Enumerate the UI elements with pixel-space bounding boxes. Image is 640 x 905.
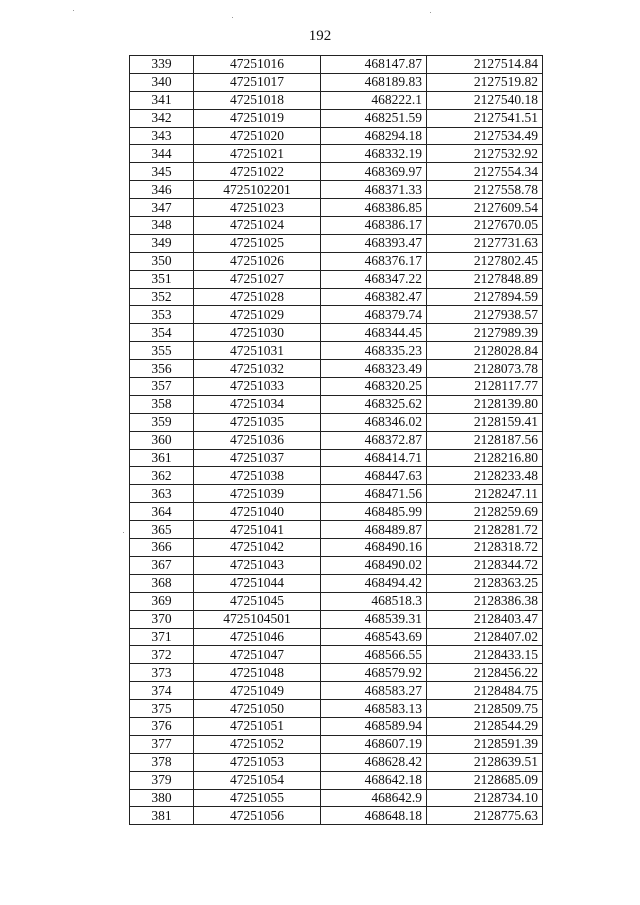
x-coordinate-cell: 468494.42 <box>321 574 427 592</box>
scan-speck <box>232 17 233 18</box>
x-coordinate-cell: 468642.9 <box>321 789 427 807</box>
table-row <box>130 753 543 771</box>
point-id-cell: 47251035 <box>194 413 321 431</box>
table-row <box>130 181 543 199</box>
point-id-cell: 47251027 <box>194 270 321 288</box>
row-number-cell: 353 <box>130 306 194 324</box>
x-coordinate-cell: 468579.92 <box>321 664 427 682</box>
table-row <box>130 449 543 467</box>
table-row <box>130 467 543 485</box>
table-row <box>130 217 543 235</box>
table-row <box>130 73 543 91</box>
point-id-cell: 47251050 <box>194 700 321 718</box>
y-coordinate-cell: 2128281.72 <box>427 521 543 539</box>
point-id-cell: 47251051 <box>194 717 321 735</box>
row-number-cell: 368 <box>130 574 194 592</box>
y-coordinate-cell: 2127519.82 <box>427 73 543 91</box>
table-row <box>130 109 543 127</box>
x-coordinate-cell: 468344.45 <box>321 324 427 342</box>
point-id-cell: 47251048 <box>194 664 321 682</box>
x-coordinate-cell: 468379.74 <box>321 306 427 324</box>
y-coordinate-cell: 2128685.09 <box>427 771 543 789</box>
point-id-cell: 47251026 <box>194 252 321 270</box>
y-coordinate-cell: 2127670.05 <box>427 217 543 235</box>
row-number-cell: 343 <box>130 127 194 145</box>
point-id-cell: 47251033 <box>194 378 321 396</box>
x-coordinate-cell: 468583.13 <box>321 700 427 718</box>
row-number-cell: 345 <box>130 163 194 181</box>
x-coordinate-cell: 468251.59 <box>321 109 427 127</box>
x-coordinate-cell: 468325.62 <box>321 395 427 413</box>
point-id-cell: 47251037 <box>194 449 321 467</box>
row-number-cell: 352 <box>130 288 194 306</box>
row-number-cell: 355 <box>130 342 194 360</box>
row-number-cell: 351 <box>130 270 194 288</box>
y-coordinate-cell: 2127541.51 <box>427 109 543 127</box>
page-number: 192 <box>308 28 332 44</box>
row-number-cell: 339 <box>130 56 194 74</box>
point-id-cell: 47251017 <box>194 73 321 91</box>
point-id-cell: 47251021 <box>194 145 321 163</box>
y-coordinate-cell: 2128187.56 <box>427 431 543 449</box>
y-coordinate-cell: 2128344.72 <box>427 556 543 574</box>
point-id-cell: 47251023 <box>194 199 321 217</box>
point-id-cell: 47251056 <box>194 807 321 825</box>
row-number-cell: 376 <box>130 717 194 735</box>
table-row <box>130 539 543 557</box>
table-row <box>130 807 543 825</box>
table-row <box>130 56 543 74</box>
x-coordinate-cell: 468376.17 <box>321 252 427 270</box>
point-id-cell: 47251024 <box>194 217 321 235</box>
y-coordinate-cell: 2128734.10 <box>427 789 543 807</box>
row-number-cell: 373 <box>130 664 194 682</box>
point-id-cell: 47251038 <box>194 467 321 485</box>
x-coordinate-cell: 468642.18 <box>321 771 427 789</box>
y-coordinate-cell: 2127532.92 <box>427 145 543 163</box>
row-number-cell: 365 <box>130 521 194 539</box>
point-id-cell: 47251016 <box>194 56 321 74</box>
y-coordinate-cell: 2128509.75 <box>427 700 543 718</box>
x-coordinate-cell: 468371.33 <box>321 181 427 199</box>
row-number-cell: 377 <box>130 735 194 753</box>
y-coordinate-cell: 2128159.41 <box>427 413 543 431</box>
row-number-cell: 362 <box>130 467 194 485</box>
point-id-cell: 47251020 <box>194 127 321 145</box>
table-row <box>130 413 543 431</box>
y-coordinate-cell: 2128216.80 <box>427 449 543 467</box>
y-coordinate-cell: 2127554.34 <box>427 163 543 181</box>
x-coordinate-cell: 468485.99 <box>321 503 427 521</box>
x-coordinate-cell: 468490.02 <box>321 556 427 574</box>
x-coordinate-cell: 468323.49 <box>321 360 427 378</box>
table-row <box>130 682 543 700</box>
y-coordinate-cell: 2128639.51 <box>427 753 543 771</box>
row-number-cell: 374 <box>130 682 194 700</box>
row-number-cell: 380 <box>130 789 194 807</box>
row-number-cell: 340 <box>130 73 194 91</box>
x-coordinate-cell: 468346.02 <box>321 413 427 431</box>
y-coordinate-cell: 2127848.89 <box>427 270 543 288</box>
y-coordinate-cell: 2127540.18 <box>427 91 543 109</box>
table-row <box>130 127 543 145</box>
point-id-cell: 47251032 <box>194 360 321 378</box>
table-row <box>130 234 543 252</box>
table-row <box>130 735 543 753</box>
y-coordinate-cell: 2128247.11 <box>427 485 543 503</box>
point-id-cell: 47251049 <box>194 682 321 700</box>
x-coordinate-cell: 468447.63 <box>321 467 427 485</box>
x-coordinate-cell: 468147.87 <box>321 56 427 74</box>
row-number-cell: 344 <box>130 145 194 163</box>
point-id-cell: 47251040 <box>194 503 321 521</box>
point-id-cell: 47251025 <box>194 234 321 252</box>
y-coordinate-cell: 2127731.63 <box>427 234 543 252</box>
row-number-cell: 354 <box>130 324 194 342</box>
x-coordinate-cell: 468386.85 <box>321 199 427 217</box>
table-row <box>130 324 543 342</box>
table-row <box>130 592 543 610</box>
row-number-cell: 372 <box>130 646 194 664</box>
y-coordinate-cell: 2128117.77 <box>427 378 543 396</box>
row-number-cell: 364 <box>130 503 194 521</box>
x-coordinate-cell: 468607.19 <box>321 735 427 753</box>
x-coordinate-cell: 468589.94 <box>321 717 427 735</box>
table-row <box>130 288 543 306</box>
y-coordinate-cell: 2127989.39 <box>427 324 543 342</box>
x-coordinate-cell: 468583.27 <box>321 682 427 700</box>
point-id-cell: 47251034 <box>194 395 321 413</box>
y-coordinate-cell: 2127802.45 <box>427 252 543 270</box>
row-number-cell: 366 <box>130 539 194 557</box>
table-row <box>130 485 543 503</box>
y-coordinate-cell: 2128591.39 <box>427 735 543 753</box>
row-number-cell: 346 <box>130 181 194 199</box>
row-number-cell: 378 <box>130 753 194 771</box>
row-number-cell: 379 <box>130 771 194 789</box>
scan-speck <box>430 12 431 13</box>
point-id-cell: 47251054 <box>194 771 321 789</box>
table-row <box>130 252 543 270</box>
point-id-cell: 47251052 <box>194 735 321 753</box>
table-row <box>130 342 543 360</box>
coordinates-table <box>129 55 543 825</box>
row-number-cell: 349 <box>130 234 194 252</box>
y-coordinate-cell: 2128363.25 <box>427 574 543 592</box>
point-id-cell: 47251053 <box>194 753 321 771</box>
y-coordinate-cell: 2128139.80 <box>427 395 543 413</box>
table-row <box>130 789 543 807</box>
scan-speck <box>123 532 124 533</box>
x-coordinate-cell: 468386.17 <box>321 217 427 235</box>
x-coordinate-cell: 468393.47 <box>321 234 427 252</box>
table-row <box>130 628 543 646</box>
table-row <box>130 646 543 664</box>
x-coordinate-cell: 468320.25 <box>321 378 427 396</box>
row-number-cell: 360 <box>130 431 194 449</box>
y-coordinate-cell: 2127534.49 <box>427 127 543 145</box>
table-body <box>130 56 543 825</box>
x-coordinate-cell: 468471.56 <box>321 485 427 503</box>
x-coordinate-cell: 468414.71 <box>321 449 427 467</box>
y-coordinate-cell: 2128259.69 <box>427 503 543 521</box>
point-id-cell: 47251042 <box>194 539 321 557</box>
point-id-cell: 47251028 <box>194 288 321 306</box>
point-id-cell: 47251019 <box>194 109 321 127</box>
point-id-cell: 47251041 <box>194 521 321 539</box>
x-coordinate-cell: 468189.83 <box>321 73 427 91</box>
row-number-cell: 357 <box>130 378 194 396</box>
table-row <box>130 306 543 324</box>
table-row <box>130 503 543 521</box>
row-number-cell: 371 <box>130 628 194 646</box>
y-coordinate-cell: 2128073.78 <box>427 360 543 378</box>
point-id-cell: 47251045 <box>194 592 321 610</box>
point-id-cell: 47251018 <box>194 91 321 109</box>
row-number-cell: 347 <box>130 199 194 217</box>
y-coordinate-cell: 2128318.72 <box>427 539 543 557</box>
x-coordinate-cell: 468222.1 <box>321 91 427 109</box>
row-number-cell: 350 <box>130 252 194 270</box>
x-coordinate-cell: 468369.97 <box>321 163 427 181</box>
point-id-cell: 47251055 <box>194 789 321 807</box>
row-number-cell: 358 <box>130 395 194 413</box>
point-id-cell: 47251043 <box>194 556 321 574</box>
row-number-cell: 348 <box>130 217 194 235</box>
y-coordinate-cell: 2128456.22 <box>427 664 543 682</box>
row-number-cell: 361 <box>130 449 194 467</box>
y-coordinate-cell: 2128433.15 <box>427 646 543 664</box>
table-row <box>130 163 543 181</box>
y-coordinate-cell: 2128403.47 <box>427 610 543 628</box>
row-number-cell: 363 <box>130 485 194 503</box>
table-row <box>130 556 543 574</box>
point-id-cell: 47251031 <box>194 342 321 360</box>
table-row <box>130 378 543 396</box>
row-number-cell: 369 <box>130 592 194 610</box>
x-coordinate-cell: 468648.18 <box>321 807 427 825</box>
y-coordinate-cell: 2128386.38 <box>427 592 543 610</box>
y-coordinate-cell: 2128484.75 <box>427 682 543 700</box>
table-row <box>130 574 543 592</box>
x-coordinate-cell: 468543.69 <box>321 628 427 646</box>
point-id-cell: 47251044 <box>194 574 321 592</box>
y-coordinate-cell: 2127609.54 <box>427 199 543 217</box>
scan-speck <box>73 10 74 11</box>
row-number-cell: 367 <box>130 556 194 574</box>
table-row <box>130 521 543 539</box>
table-row <box>130 360 543 378</box>
table-row <box>130 700 543 718</box>
x-coordinate-cell: 468518.3 <box>321 592 427 610</box>
row-number-cell: 359 <box>130 413 194 431</box>
point-id-cell: 4725102201 <box>194 181 321 199</box>
table-row <box>130 199 543 217</box>
point-id-cell: 47251030 <box>194 324 321 342</box>
point-id-cell: 47251047 <box>194 646 321 664</box>
row-number-cell: 370 <box>130 610 194 628</box>
point-id-cell: 47251046 <box>194 628 321 646</box>
row-number-cell: 381 <box>130 807 194 825</box>
x-coordinate-cell: 468335.23 <box>321 342 427 360</box>
point-id-cell: 47251029 <box>194 306 321 324</box>
y-coordinate-cell: 2127514.84 <box>427 56 543 74</box>
point-id-cell: 4725104501 <box>194 610 321 628</box>
y-coordinate-cell: 2127938.57 <box>427 306 543 324</box>
x-coordinate-cell: 468489.87 <box>321 521 427 539</box>
row-number-cell: 342 <box>130 109 194 127</box>
table-row <box>130 395 543 413</box>
x-coordinate-cell: 468490.16 <box>321 539 427 557</box>
point-id-cell: 47251022 <box>194 163 321 181</box>
row-number-cell: 375 <box>130 700 194 718</box>
x-coordinate-cell: 468628.42 <box>321 753 427 771</box>
y-coordinate-cell: 2127894.59 <box>427 288 543 306</box>
table-row <box>130 145 543 163</box>
y-coordinate-cell: 2128407.02 <box>427 628 543 646</box>
x-coordinate-cell: 468347.22 <box>321 270 427 288</box>
table-row <box>130 91 543 109</box>
table-row <box>130 270 543 288</box>
y-coordinate-cell: 2128028.84 <box>427 342 543 360</box>
row-number-cell: 356 <box>130 360 194 378</box>
y-coordinate-cell: 2127558.78 <box>427 181 543 199</box>
x-coordinate-cell: 468294.18 <box>321 127 427 145</box>
point-id-cell: 47251039 <box>194 485 321 503</box>
x-coordinate-cell: 468382.47 <box>321 288 427 306</box>
point-id-cell: 47251036 <box>194 431 321 449</box>
table-row <box>130 664 543 682</box>
table-row <box>130 610 543 628</box>
y-coordinate-cell: 2128775.63 <box>427 807 543 825</box>
x-coordinate-cell: 468372.87 <box>321 431 427 449</box>
row-number-cell: 341 <box>130 91 194 109</box>
x-coordinate-cell: 468566.55 <box>321 646 427 664</box>
table-row <box>130 431 543 449</box>
x-coordinate-cell: 468539.31 <box>321 610 427 628</box>
table-row <box>130 717 543 735</box>
table-row <box>130 771 543 789</box>
y-coordinate-cell: 2128233.48 <box>427 467 543 485</box>
y-coordinate-cell: 2128544.29 <box>427 717 543 735</box>
x-coordinate-cell: 468332.19 <box>321 145 427 163</box>
